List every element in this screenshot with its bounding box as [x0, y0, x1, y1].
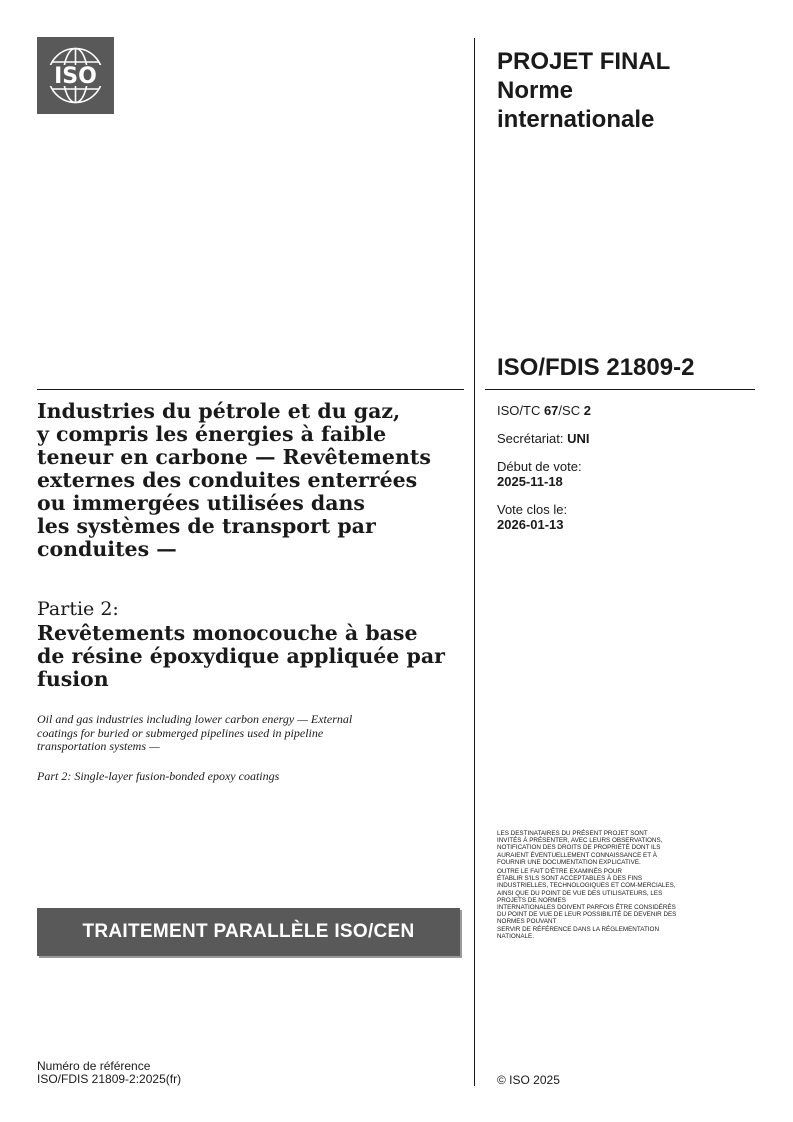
committee-sc: 2 — [583, 403, 591, 418]
notice-line: AURAIENT ÉVENTUELLEMENT CONNAISSANCE ET À — [497, 851, 657, 859]
reference-label: Numéro de référence — [37, 1059, 151, 1073]
committee-line — [497, 403, 747, 418]
vertical-divider — [474, 38, 475, 1086]
notice-paragraph-2 — [497, 868, 759, 940]
notice-line: AINSI QUE DU POINT DE VUE DES UTILISATEURS, LES — [497, 889, 663, 897]
reference-value: ISO/FDIS 21809-2:2025(fr) — [37, 1072, 182, 1086]
notice-line: INTERNATIONALES DOIVENT PARFOIS ÊTRE CONSIDÉRÉS — [497, 904, 676, 912]
secretariat-value: UNI — [567, 431, 590, 446]
vote-start-value: 2025-11-18 — [497, 474, 563, 489]
title-line: Industries du pétrole et du gaz, — [37, 399, 401, 423]
title-line: teneur en carbone — Revêtements — [37, 445, 431, 469]
vote-end — [497, 502, 747, 532]
notice-line: PROJETS DE NORMES — [497, 896, 566, 904]
status-line-2: Norme — [497, 77, 574, 104]
title-line: les systèmes de transport par — [37, 514, 376, 538]
banner-text: TRAITEMENT PARALLÈLE ISO/CEN — [82, 921, 415, 942]
title-en-line: transportation systems — — [37, 739, 160, 753]
notice-line: LES DESTINATAIRES DU PRÉSENT PROJET SONT — [497, 830, 648, 837]
committee-tc: 67 — [543, 403, 559, 418]
reference-number — [37, 1060, 181, 1086]
title-line: ou immergées utilisées dans — [37, 491, 365, 515]
vote-end-value: 2026-01-13 — [497, 517, 564, 532]
title-en-line: coatings for buried or submerged pipelines used in pipeline — [37, 725, 324, 740]
title-line: externes des conduites enterrées — [37, 468, 418, 492]
secretariat-line — [497, 431, 747, 446]
notice-line: OUTRE LE FAIT D'ÊTRE EXAMINÉS POUR — [497, 868, 622, 876]
part-title-line: fusion — [37, 667, 109, 691]
title-english — [37, 713, 447, 754]
vote-end-label: Vote clos le: — [497, 502, 568, 517]
recipient-notice — [497, 830, 759, 942]
notice-line: ÉTABLIR S'ILS SONT ACCEPTABLES À DES FINS — [497, 875, 643, 883]
document-status-heading — [497, 47, 670, 134]
notice-line: NOTIFICATION DES DROITS DE PROPRIÉTÉ DONT ILS — [497, 844, 661, 852]
iso-logo — [37, 37, 114, 114]
part-label: Partie 2: — [37, 598, 119, 620]
committee-prefix: ISO/TC — [497, 403, 544, 418]
notice-line: NORMES POUVANT — [497, 918, 557, 926]
notice-line: DU POINT DE VUE DE LEUR POSSIBILITÉ DE DEVENIR DES — [497, 911, 677, 919]
standard-number: ISO/FDIS 21809-2 — [497, 354, 695, 381]
notice-line: FOURNIR UNE DOCUMENTATION EXPLICATIVE. — [497, 858, 641, 866]
notice-line: SERVIR DE RÉFÉRENCE DANS LA RÉGLEMENTATION — [497, 925, 660, 933]
committee-meta — [497, 403, 747, 545]
part-title-line: de résine époxydique appliquée par — [37, 644, 445, 668]
iso-globe-icon — [37, 37, 114, 114]
part-title-french — [37, 622, 447, 691]
part-title-english: Part 2: Single-layer fusion-bonded epoxy coatings — [37, 769, 280, 783]
title-line: conduites — — [37, 537, 177, 561]
vote-start — [497, 459, 747, 489]
notice-line: INDUSTRIELLES, TECHNOLOGIQUES ET COM-MERCIALES, — [497, 882, 676, 890]
committee-mid: /SC — [558, 403, 584, 418]
notice-paragraph-1 — [497, 830, 759, 866]
title-en-line: Oil and gas industries including lower carbon energy — External — [37, 712, 353, 726]
part-title-line: Revêtements monocouche à base — [37, 621, 418, 645]
logo-text: ISO — [54, 64, 97, 89]
notice-line: NATIONALE. — [497, 932, 534, 940]
right-horizontal-rule — [485, 389, 755, 390]
status-line-1: PROJET FINAL — [497, 48, 671, 75]
left-horizontal-rule — [37, 389, 464, 390]
copyright: © ISO 2025 — [497, 1073, 560, 1087]
title-line: y compris les énergies à faible — [37, 422, 387, 446]
notice-line: INVITÉS À PRÉSENTER, AVEC LEURS OBSERVATIONS, — [497, 837, 663, 845]
status-line-3: internationale — [497, 106, 655, 133]
parallel-processing-banner — [37, 908, 460, 956]
vote-start-label: Début de vote: — [497, 459, 582, 474]
title-french — [37, 400, 437, 561]
secretariat-label: Secrétariat: — [497, 431, 568, 446]
